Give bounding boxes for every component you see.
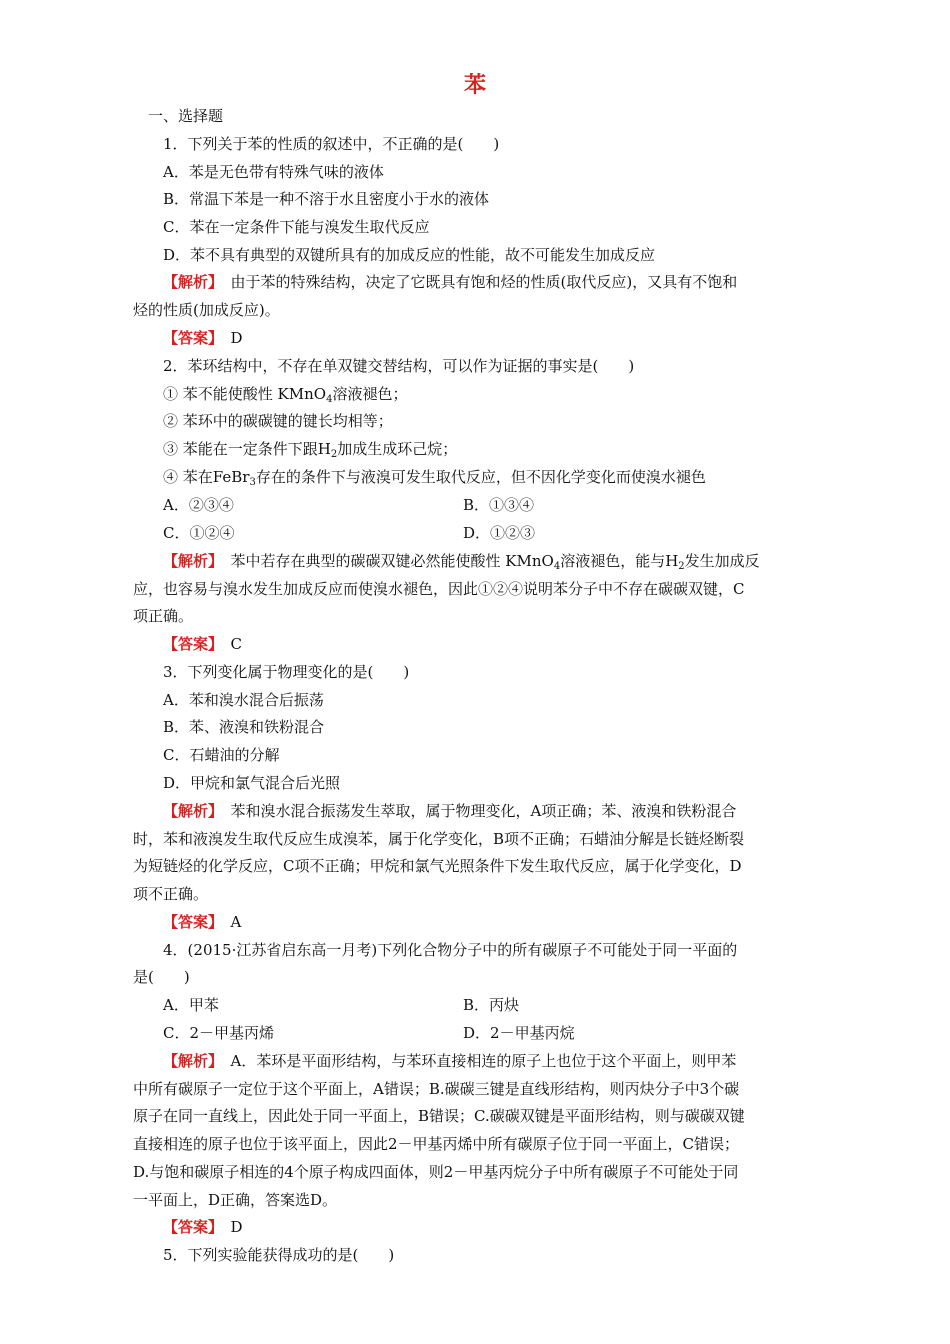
q4-analysis-line-4: 直接相连的原子也位于该平面上，因此2－甲基丙烯中所有碳原子位于同一平面上，C错误； (133, 1135, 740, 1153)
q3-option-b: B．苯、液溴和铁粉混合 (163, 718, 325, 736)
subscript: 3 (249, 477, 256, 488)
analysis-tag: 【解析】 (163, 1052, 216, 1070)
subscript: 2 (678, 561, 685, 572)
q3-answer-value: A (230, 913, 242, 931)
q2-answer-value: C (230, 635, 243, 653)
q2-option-d: D．①②③ (463, 524, 536, 542)
q1-option-b: B．常温下苯是一种不溶于水且密度小于水的液体 (163, 190, 490, 208)
q3-analysis-line-4: 项不正确。 (133, 885, 209, 903)
q1-option-c: C．苯在一定条件下能与溴发生取代反应 (163, 218, 430, 236)
q2-option-a: A．②③④ (163, 496, 234, 514)
q2-statement-4-text-end: 存在的条件下与液溴可发生取代反应，但不因化学变化而使溴水褪色 (255, 468, 706, 486)
subscript: 2 (330, 449, 338, 460)
q2-statement-1-text-end: 溶液褪色； (332, 385, 408, 403)
q3-analysis-line-1: 苯和溴水混合振荡发生萃取，属于物理变化，A项正确；苯、液溴和铁粉混合 (230, 802, 737, 820)
q4-analysis-line-1: A．苯环是平面形结构，与苯环直接相连的原子上也位于这个平面上，则甲苯 (230, 1052, 737, 1070)
q1-analysis (163, 272, 853, 292)
q2-analysis-line-2: 应，也容易与溴水发生加成反应而使溴水褪色，因此①②④说明苯分子中不存在碳碳双键，C (133, 580, 745, 598)
q4-analysis-line-2: 中所有碳原子一定位于这个平面上，A错误；B.碳碳三键是直线形结构，则丙炔分子中3个碳 (133, 1080, 740, 1098)
q2-stem: 2．苯环结构中，不存在单双键交替结构，可以作为证据的事实是( ) (163, 357, 635, 375)
q3-answer (163, 912, 853, 932)
q4-option-b: B．丙炔 (463, 996, 520, 1014)
q1-stem: 1．下列关于苯的性质的叙述中，不正确的是( ) (163, 135, 500, 153)
analysis-tag: 【解析】 (163, 273, 216, 291)
q2-statement-4-text: ④ 苯在FeBr (163, 468, 250, 486)
answer-tag: 【答案】 (163, 913, 216, 931)
q1-option-d: D．苯不具有典型的双键所具有的加成反应的性能，故不可能发生加成反应 (163, 246, 656, 264)
q5-stem: 5．下列实验能获得成功的是( ) (163, 1246, 395, 1264)
q1-answer (163, 328, 853, 348)
q2-statement-3-text-end: 加成生成环己烷； (337, 440, 458, 458)
q2-analysis-text: 发生加成反 (684, 552, 760, 570)
subscript: 4 (326, 394, 333, 405)
q4-analysis-line-5: D.与饱和碳原子相连的4个原子构成四面体，则2－甲基丙烷分子中所有碳原子不可能处于同 (133, 1163, 739, 1181)
analysis-tag: 【解析】 (163, 552, 216, 570)
q2-statement-1-text: ① 苯不能使酸性 KMnO (163, 385, 327, 403)
q1-analysis-line-1: 由于苯的特殊结构，决定了它既具有饱和烃的性质(取代反应)，又具有不饱和 (230, 273, 738, 291)
q2-option-b: B．①③④ (463, 496, 535, 514)
q1-analysis-line-2: 烃的性质(加成反应)。 (133, 301, 280, 319)
page-title: 苯 (463, 72, 486, 98)
q3-analysis-line-3: 为短链烃的化学反应，C项不正确；甲烷和氯气光照条件下发生取代反应，属于化学变化，D (133, 857, 742, 875)
q4-stem-line-2: 是( ) (133, 968, 190, 986)
q4-option-c: C．2－甲基丙烯 (163, 1024, 275, 1042)
q2-answer (163, 634, 853, 654)
q2-statement-3 (163, 439, 853, 459)
q4-option-a: A．甲苯 (163, 996, 219, 1014)
q3-option-a: A．苯和溴水混合后振荡 (163, 691, 324, 709)
q4-analysis-line-3: 原子在同一直线上，因此处于同一平面上，B错误；C.碳碳双键是平面形结构，则与碳碳双键 (133, 1107, 745, 1125)
analysis-tag: 【解析】 (163, 802, 216, 820)
answer-tag: 【答案】 (163, 1218, 216, 1236)
q2-option-c: C．①②④ (163, 524, 235, 542)
q2-statement-2: ② 苯环中的碳碳键的键长均相等； (163, 412, 393, 430)
q2-analysis-line-3: 项正确。 (133, 607, 194, 625)
q2-analysis (163, 551, 853, 571)
q3-analysis-line-2: 时，苯和液溴发生取代反应生成溴苯，属于化学变化，B项不正确；石蜡油分解是长链烃断裂 (133, 830, 745, 848)
answer-tag: 【答案】 (163, 329, 216, 347)
q4-answer-value: D (230, 1218, 243, 1236)
q3-analysis (163, 801, 853, 821)
subscript: 4 (553, 561, 561, 572)
q3-stem: 3．下列变化属于物理变化的是( ) (163, 663, 410, 681)
q4-analysis (163, 1051, 853, 1071)
q2-statement-4 (163, 467, 853, 487)
q4-stem-line-1: 4．(2015·江苏省启东高一月考)下列化合物分子中的所有碳原子不可能处于同一平面的 (163, 941, 738, 959)
answer-tag: 【答案】 (163, 635, 216, 653)
q4-answer (163, 1217, 853, 1237)
q1-option-a: A．苯是无色带有特殊气味的液体 (163, 163, 384, 181)
q2-analysis-text: 溶液褪色，能与H (560, 552, 679, 570)
q2-statement-1 (163, 384, 853, 404)
q4-analysis-line-6: 一平面上，D正确，答案选D。 (133, 1191, 338, 1209)
section-heading: 一、选择题 (148, 107, 224, 125)
q3-option-d: D．甲烷和氯气混合后光照 (163, 774, 341, 792)
q1-answer-value: D (230, 329, 243, 347)
q3-option-c: C．石蜡油的分解 (163, 746, 280, 764)
q2-statement-3-text: ③ 苯能在一定条件下跟H (163, 440, 331, 458)
q2-analysis-text: 苯中若存在典型的碳碳双键必然能使酸性 KMnO (230, 552, 554, 570)
q4-option-d: D．2－甲基丙烷 (463, 1024, 575, 1042)
